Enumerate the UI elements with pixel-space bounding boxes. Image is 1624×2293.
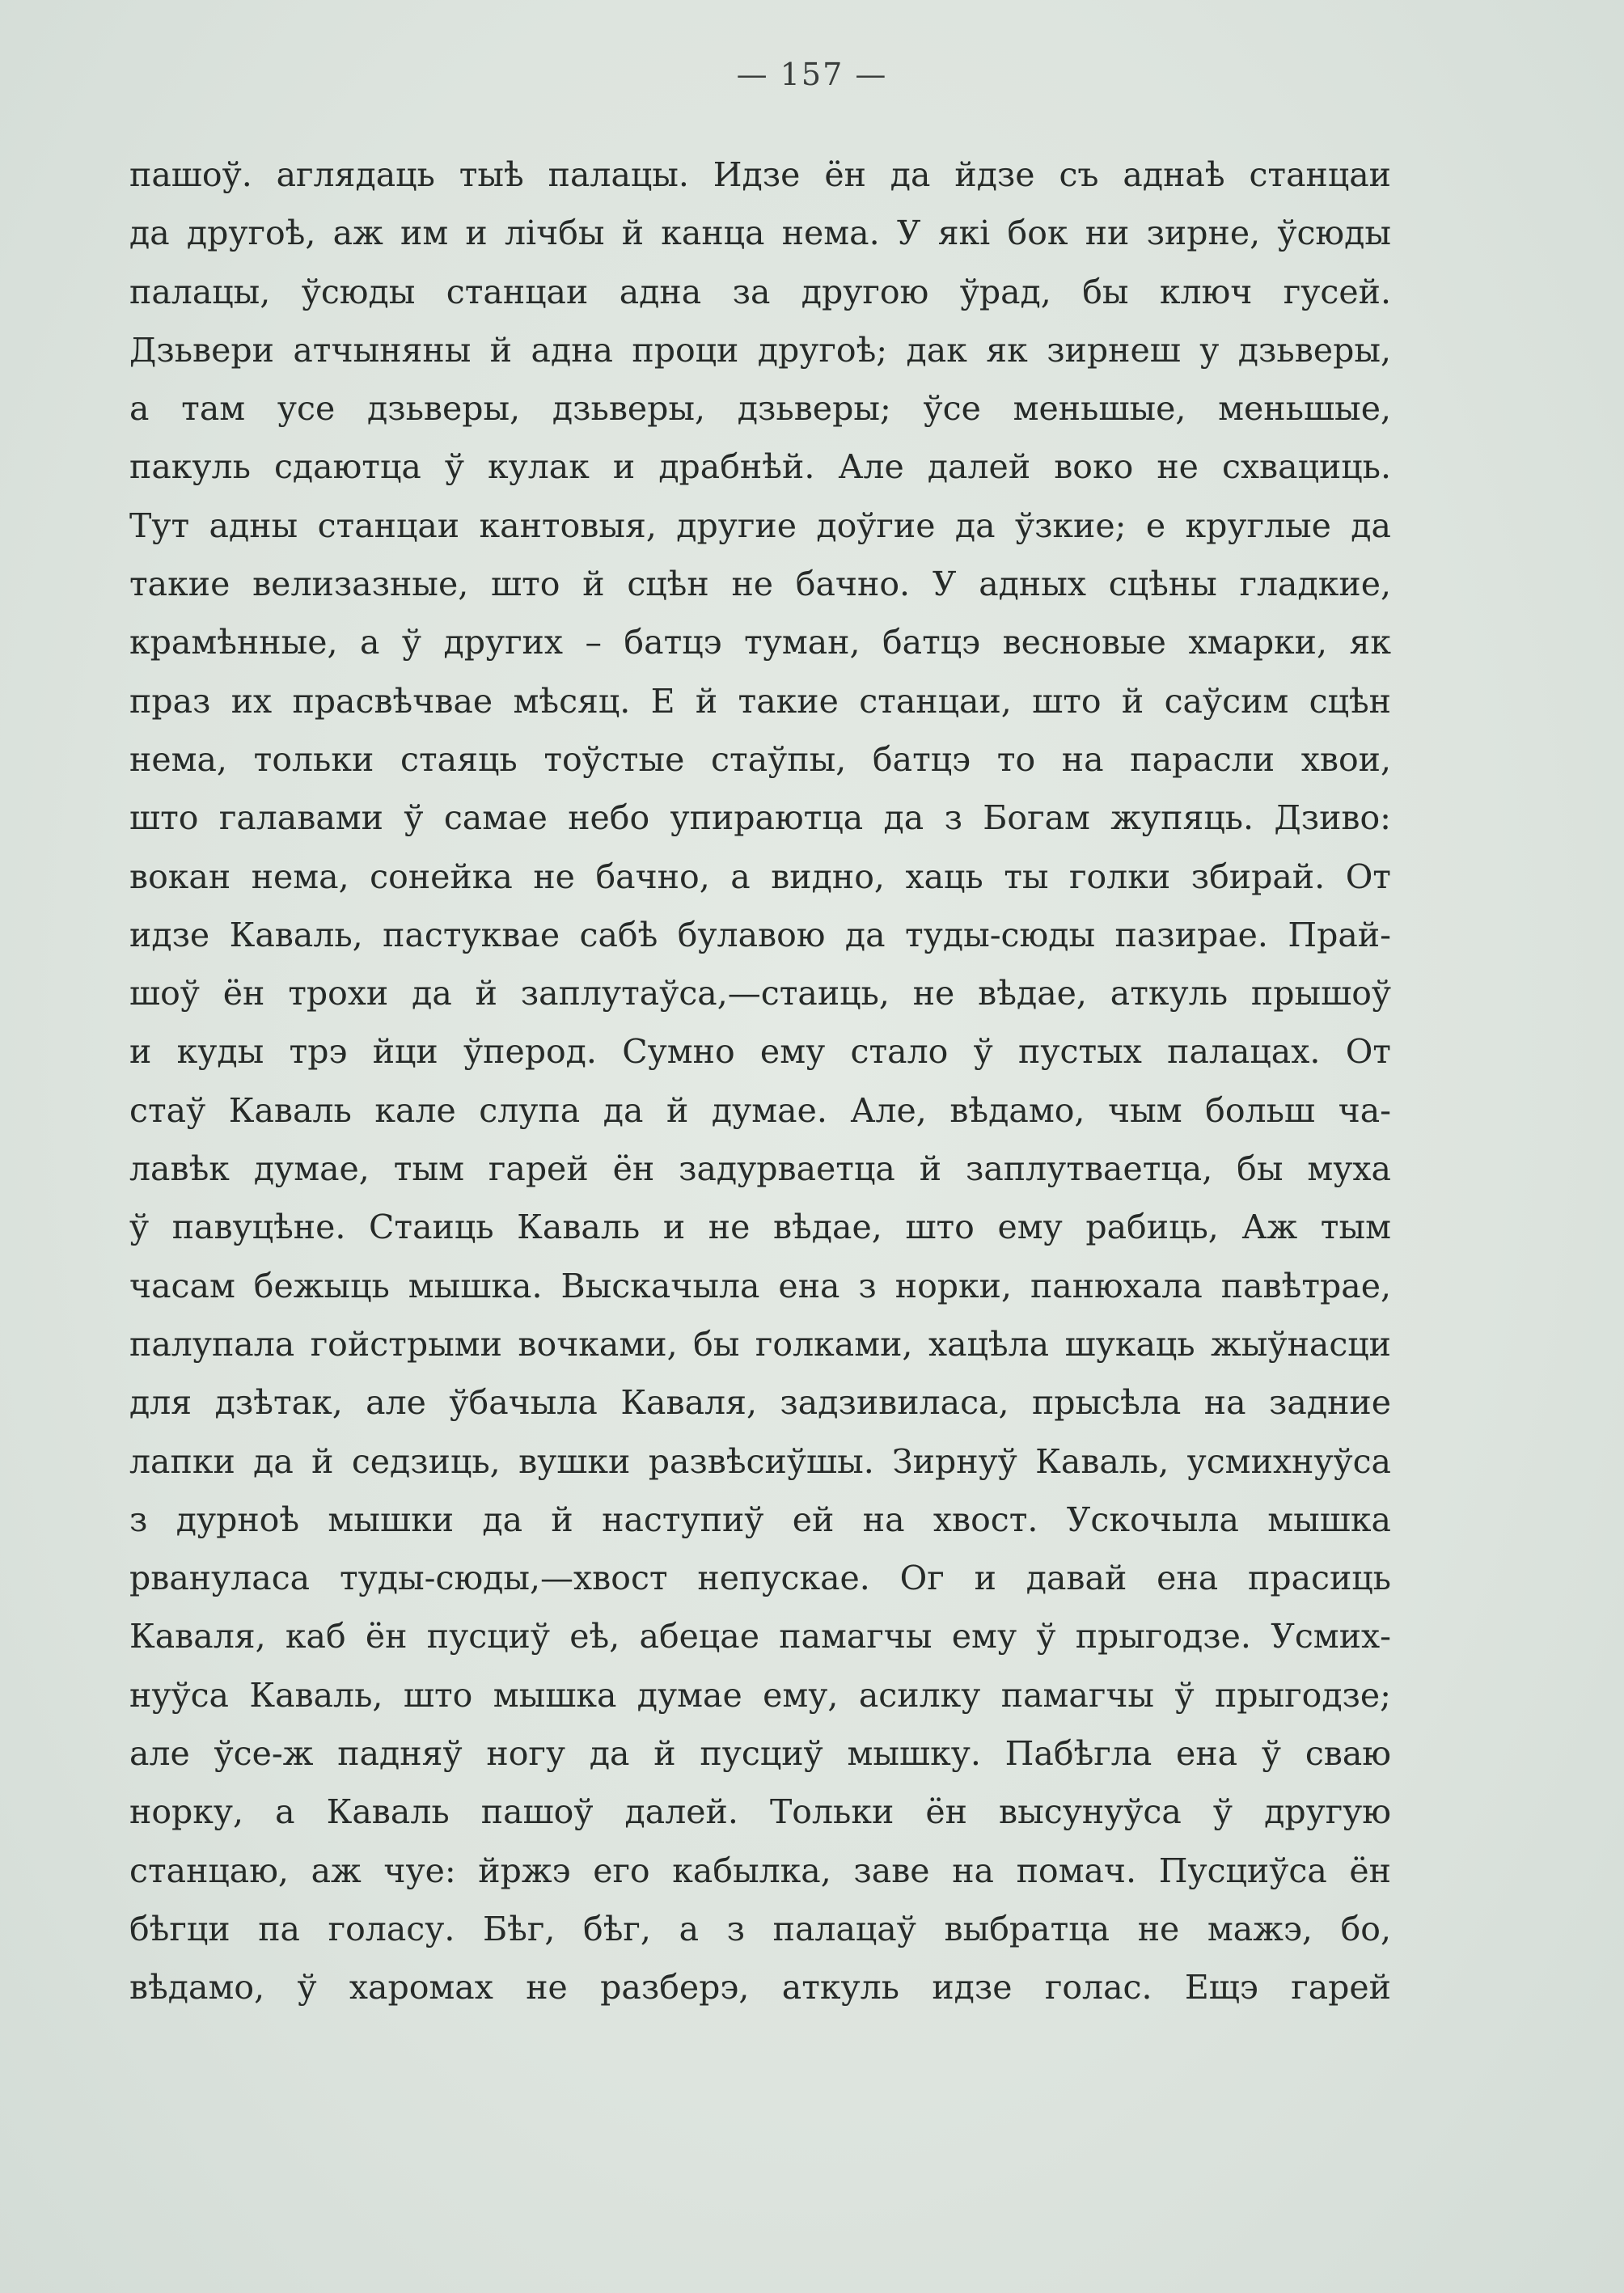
text-line: и куды трэ йци ўперод. Сумно ему стало ў пустых палацах. От bbox=[129, 1032, 1391, 1072]
text-line: норку, а Каваль пашоў далей. Тольки ён высунуўса ў другую bbox=[129, 1792, 1391, 1832]
text-line: Дзьвери атчыняны й адна проци другоѣ; дак як зирнеш у дзьверы, bbox=[129, 330, 1391, 370]
text-line: крамѣнные, а ў других – батцэ туман, батцэ весновые хмарки, як bbox=[129, 623, 1391, 662]
text-line: стаў Каваль кале слупа да й думае. Але, вѣдамо, чым больш ча- bbox=[129, 1090, 1391, 1130]
text-line: лапки да й седзиць, вушки развѣсиўшы. Зирнуў Каваль, усмихнуўса bbox=[129, 1441, 1391, 1481]
text-line: Тут адны станцаи кантовыя, другие доўгие да ўзкие; е круглые да bbox=[129, 506, 1391, 545]
text-line: нуўса Каваль, што мышка думае ему, асилку памагчы ў прыгодзе; bbox=[129, 1675, 1391, 1715]
text-line: бѣгци па голасу. Бѣг, бѣг, а з палацаў выбратца не мажэ, бо, bbox=[129, 1909, 1391, 1948]
text-line: праз их прасвѣчвае мѣсяц. Е й такие станцаи, што й саўсим сцѣн bbox=[129, 681, 1391, 721]
text-line: нема, тольки стаяць тоўстые стаўпы, батцэ то на парасли хвои, bbox=[129, 739, 1391, 779]
text-line: лавѣк думае, тым гарей ён задурваетца й заплутваетца, бы муха bbox=[129, 1149, 1391, 1189]
text-line: пашоў. аглядаць тыѣ палацы. Идзе ён да йдзе съ аднаѣ станцаи bbox=[129, 155, 1391, 194]
text-line: палупала гойстрыми вочками, бы голками, хацѣла шукаць жыўнасци bbox=[129, 1324, 1391, 1364]
text-line: але ўсе-ж падняў ногу да й пусциў мышку. Пабѣгла ена ў сваю bbox=[129, 1734, 1391, 1774]
body-text bbox=[129, 146, 1391, 2017]
text-line: часам бежыць мышка. Выскачыла ена з норки, панюхала павѣтрае, bbox=[129, 1266, 1391, 1305]
text-line: палацы, ўсюды станцаи адна за другою ўрад, бы ключ гусей. bbox=[129, 272, 1391, 311]
text-line: з дурноѣ мышки да й наступиў ей на хвост. Ускочыла мышка bbox=[129, 1500, 1391, 1539]
text-line: вокан нема, сонейка не бачно, а видно, хаць ты голки збирай. От bbox=[129, 857, 1391, 896]
text-line: станцаю, аж чуе: йржэ его кабылка, заве на помач. Пусциўса ён bbox=[129, 1851, 1391, 1890]
text-line: пакуль сдаютца ў кулак и драбнѣй. Але далей воко не схвациць. bbox=[129, 447, 1391, 487]
text-line: да другоѣ, аж им и лічбы й канца нема. У які бок ни зирне, ўсюды bbox=[129, 214, 1391, 253]
text-line: такие велизазные, што й сцѣн не бачно. У адных сцѣны гладкие, bbox=[129, 565, 1391, 604]
text-line: ў павуцѣне. Стаиць Каваль и не вѣдае, што ему рабиць, Аж тым bbox=[129, 1208, 1391, 1247]
text-line: Каваля, каб ён пусциў еѣ, абецае памагчы ему ў прыгодзе. Усмих- bbox=[129, 1617, 1391, 1656]
text-line: шоў ён трохи да й заплутаўса,—стаиць, не вѣдае, аткуль прышоў bbox=[129, 974, 1391, 1013]
text-line: а там усе дзьверы, дзьверы, дзьверы; ўсе меньшые, меньшые, bbox=[129, 389, 1391, 429]
page-number: — 157 — bbox=[736, 57, 888, 92]
text-line: што галавами ў самае небо упираютца да з Богам жупяць. Дзиво: bbox=[129, 798, 1391, 838]
text-line: вѣдамо, ў харомах не разберэ, аткуль идзе голас. Ещэ гарей bbox=[129, 1968, 1391, 2007]
text-line: рвануласа туды-сюды,—хвост непускае. Ог и давай ена прасиць bbox=[129, 1559, 1391, 1598]
text-line: идзе Каваль, пастуквае сабѣ булавою да туды-сюды пазирае. Прай- bbox=[129, 915, 1391, 954]
text-line: для дзѣтак, але ўбачыла Каваля, задзивиласа, прысѣла на задние bbox=[129, 1383, 1391, 1423]
